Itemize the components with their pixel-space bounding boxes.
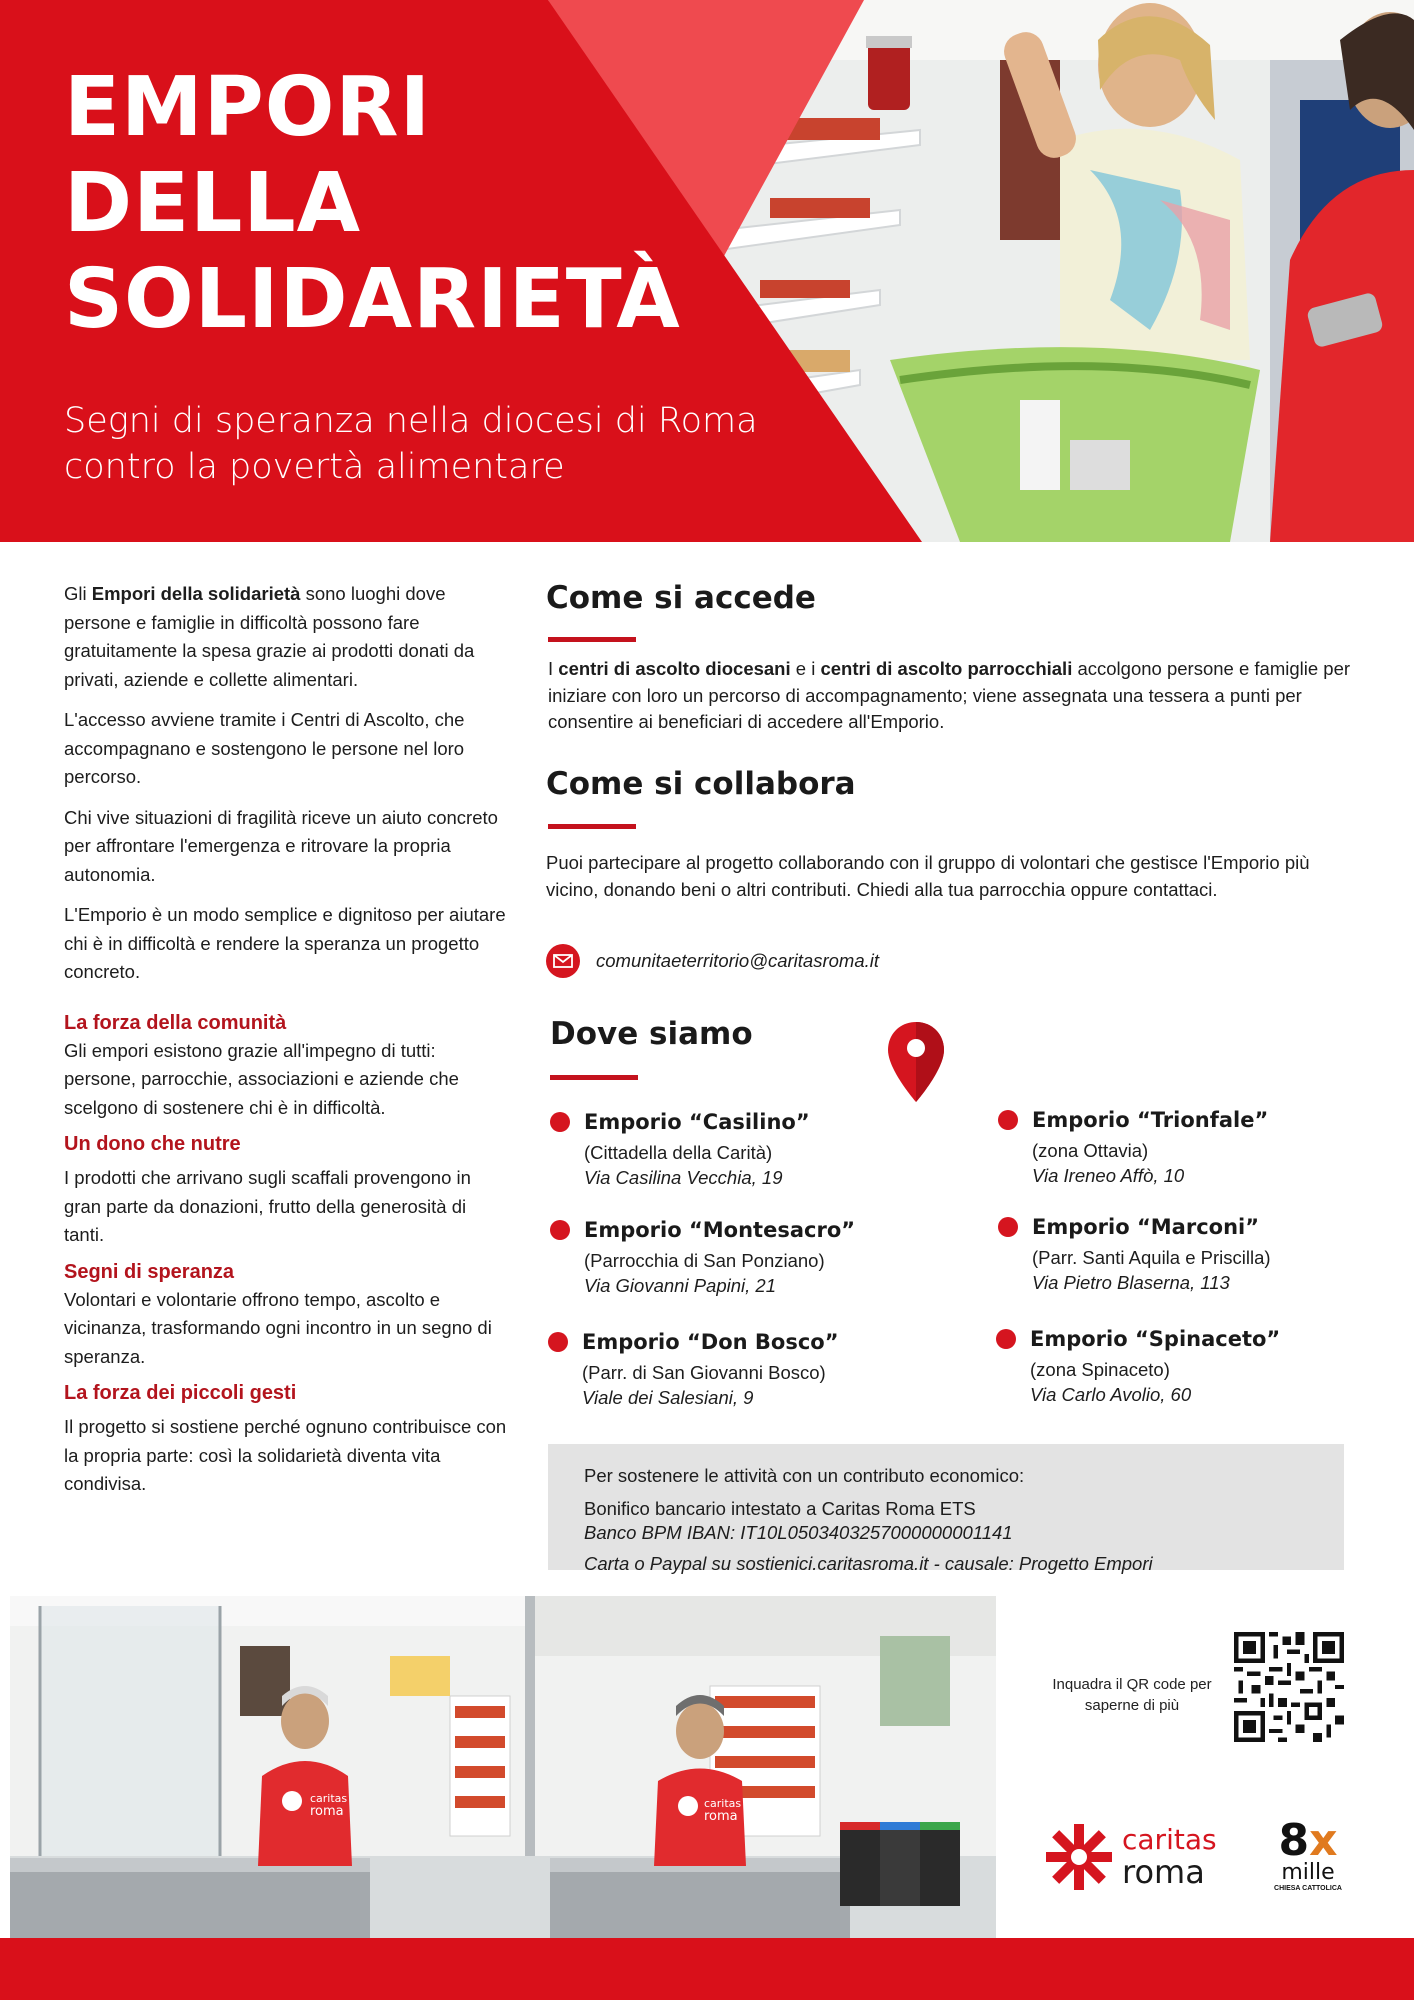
hero-banner [0, 0, 1414, 542]
feature-block [64, 1258, 509, 1372]
intro-paragraph: Chi vive situazioni di fragilità riceve un aiuto concreto per affrontare l'emergenza e ritrovare la propria autonomia. [64, 806, 498, 885]
text: accolgono persone e famiglie per iniziare con loro un percorso di accompagnamento; viene assegnata una tessera a punti per consentire ai beneficiari di accedere all'Emporio. [548, 658, 1351, 732]
donation-iban: Banco BPM IBAN: IT10L0503403257000000001141 [584, 1522, 1013, 1543]
logo-text: x [1309, 1815, 1338, 1866]
mail-icon [546, 944, 580, 978]
feature-body: Il progetto si sostiene perché ognuno contribuisce con la propria parte: così la solidarietà diventa vita condivisa. [64, 1416, 507, 1494]
location-address: Via Carlo Avolio, 60 [1030, 1384, 1192, 1405]
bullet-dot [996, 1329, 1016, 1349]
feature-title: Un dono che nutre [64, 1133, 241, 1155]
location-detail: (Parrocchia di San Ponziano) [584, 1250, 825, 1271]
logo-text: CHIESA CATTOLICA [1274, 1885, 1342, 1892]
feature-block [64, 1379, 509, 1499]
access-heading: Come si accede [546, 580, 816, 616]
subtitle-line: contro la povertà alimentare [64, 447, 565, 487]
heading-underline [548, 824, 636, 829]
map-pin-icon [886, 1020, 946, 1104]
location-address: Viale dei Salesiani, 9 [582, 1387, 754, 1408]
vest-text: roma [704, 1809, 738, 1824]
donation-line: Bonifico bancario intestato a Caritas Roma ETS [584, 1497, 976, 1519]
feature-body: Volontari e volontarie offrono tempo, ascolto e vicinanza, trasformando ogni incontro in un segno di speranza. [64, 1288, 492, 1367]
location-item [548, 1330, 958, 1410]
feature-body: Gli empori esistono grazie all'impegno di tutti: persone, parrocchie, associazioni e aziende che scelgono di sostenere chi è in difficoltà. [64, 1039, 459, 1118]
locations-heading: Dove siamo [550, 1016, 753, 1052]
location-item [998, 1108, 1408, 1188]
logo-text: 8 [1278, 1815, 1310, 1866]
location-item [550, 1218, 960, 1298]
page-subtitle [64, 398, 784, 490]
collaborate-heading: Come si collabora [546, 766, 856, 802]
logo-text: caritas [1122, 1823, 1217, 1856]
location-address: Via Casilina Vecchia, 19 [584, 1167, 783, 1188]
bullet-dot [548, 1332, 568, 1352]
location-address: Via Pietro Blaserna, 113 [1032, 1272, 1230, 1293]
donation-line: Per sostenere le attività con un contributo economico: [584, 1465, 1025, 1486]
location-item [550, 1110, 960, 1190]
location-item [996, 1327, 1406, 1407]
feature-body: I prodotti che arrivano sugli scaffali provengono in gran parte da donazioni, frutto della generosità di tanti. [64, 1167, 471, 1245]
location-address: Via Giovanni Papini, 21 [584, 1275, 776, 1296]
intro-paragraph: L'Emporio è un modo semplice e dignitoso per aiutare chi è in difficoltà e rendere la speranza un progetto concreto. [64, 904, 506, 982]
vest-text: caritas [704, 1797, 742, 1810]
volunteers-photo [10, 1596, 996, 1938]
bullet-dot [550, 1112, 570, 1132]
vest-text: caritas [310, 1792, 348, 1805]
logo-text: roma [1122, 1853, 1205, 1891]
feature-block [64, 1009, 509, 1123]
text-bold: Empori della solidarietà [91, 583, 301, 604]
text: Gli [64, 583, 92, 604]
title-line: DELLA [64, 156, 362, 251]
bullet-dot [550, 1220, 570, 1240]
intro-paragraph: L'accesso avviene tramite i Centri di Ascolto, che accompagnano e sostengono le persone nel loro percorso. [64, 709, 465, 787]
intro-paragraph [64, 580, 509, 694]
collaborate-body: Puoi partecipare al progetto collaborando con il gruppo di volontari che gestisce l'Emporio più vicino, donando beni o altri contributi. Chiedi alla tua parrocchia oppure contattaci. [546, 852, 1310, 900]
bullet-dot [998, 1217, 1018, 1237]
text: sono luoghi dove persone e famiglie in difficoltà possono fare gratuitamente la spesa grazie ai prodotti donati da privati, aziende e collette alimentari. [64, 583, 475, 690]
location-address: Via Ireneo Affò, 10 [1032, 1165, 1185, 1186]
feature-title: La forza della comunità [64, 1011, 287, 1034]
page-title [64, 60, 704, 348]
feature-title: Segni di speranza [64, 1260, 235, 1283]
footer-bar [0, 1938, 1414, 2000]
heading-underline [550, 1075, 638, 1080]
text: e i [790, 658, 821, 679]
access-body [548, 656, 1370, 736]
location-name: Emporio “Marconi” [1032, 1215, 1260, 1239]
location-detail: (zona Ottavia) [1032, 1140, 1149, 1161]
location-item [998, 1215, 1408, 1295]
text-bold: centri di ascolto parrocchiali [820, 658, 1073, 679]
donation-line: Carta o Paypal su sostienici.caritasroma.it - causale: Progetto Empori [584, 1552, 1153, 1574]
email-link[interactable]: comunitaeterritorio@caritasroma.it [596, 950, 880, 971]
email-contact[interactable] [546, 944, 879, 978]
location-name: Emporio “Montesacro” [584, 1218, 856, 1242]
logo-text: mille [1281, 1860, 1335, 1885]
location-detail: (zona Spinaceto) [1030, 1359, 1170, 1380]
location-name: Emporio “Spinaceto” [1030, 1327, 1281, 1351]
location-name: Emporio “Don Bosco” [582, 1330, 839, 1354]
bullet-dot [998, 1110, 1018, 1130]
title-line: EMPORI [64, 60, 432, 155]
location-detail: (Parr. Santi Aquila e Priscilla) [1032, 1247, 1271, 1268]
heading-underline [548, 637, 636, 642]
location-name: Emporio “Casilino” [584, 1110, 810, 1134]
feature-block [64, 1130, 509, 1250]
title-line: SOLIDARIETÀ [64, 252, 681, 347]
text: I [548, 658, 559, 679]
location-name: Emporio “Trionfale” [1032, 1108, 1269, 1132]
feature-title: La forza dei piccoli gesti [64, 1382, 297, 1404]
caritas-roma-logo [1044, 1822, 1217, 1892]
qr-caption: Inquadra il QR code per saperne di più [1052, 1676, 1212, 1714]
vest-text: roma [310, 1804, 344, 1819]
donation-info-box [548, 1444, 1344, 1574]
qr-code-icon[interactable] [1234, 1632, 1344, 1742]
location-detail: (Parr. di San Giovanni Bosco) [582, 1362, 826, 1383]
subtitle-line: Segni di speranza nella diocesi di Roma [64, 401, 758, 441]
intro-column [64, 580, 509, 1507]
caritas-cross-icon [1044, 1822, 1114, 1892]
location-detail: (Cittadella della Carità) [584, 1142, 773, 1163]
text-bold: centri di ascolto diocesani [558, 658, 791, 679]
otto-per-mille-logo [1268, 1815, 1348, 1893]
